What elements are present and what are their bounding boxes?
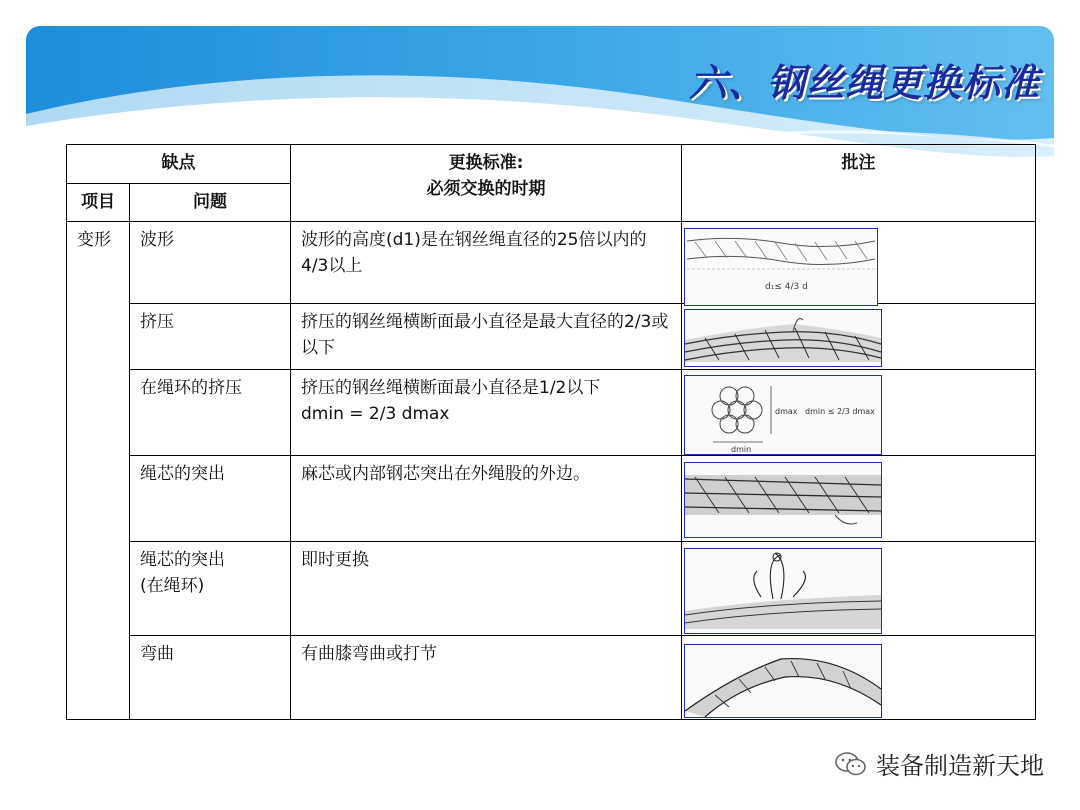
core-protrusion-photo bbox=[684, 462, 882, 538]
header-defect: 缺点 bbox=[67, 145, 291, 184]
problem-cell bbox=[130, 370, 291, 456]
problem-text: 绳芯的突出 bbox=[140, 550, 225, 570]
wechat-icon bbox=[834, 750, 868, 778]
wave-rope-diagram bbox=[684, 228, 878, 306]
dmin-formula: dmin ≤ 2/3 dmax bbox=[805, 407, 875, 416]
table-row bbox=[67, 222, 1036, 304]
problem-cell bbox=[130, 456, 291, 542]
category-cell: 变形 bbox=[67, 222, 130, 720]
table-row bbox=[67, 456, 1036, 542]
criterion-cell bbox=[291, 370, 682, 456]
loop-core-protrusion-photo bbox=[684, 548, 882, 634]
dmax-label: dmax bbox=[775, 407, 798, 416]
criterion-cell bbox=[291, 222, 682, 304]
problem-cell bbox=[130, 304, 291, 370]
watermark bbox=[834, 746, 1044, 781]
watermark-text: 装备制造新天地 bbox=[876, 752, 1044, 780]
criterion-text: 有曲膝弯曲或打节 bbox=[301, 644, 437, 664]
remark-cell bbox=[682, 456, 1036, 542]
criterion-cell bbox=[291, 304, 682, 370]
criterion-cell bbox=[291, 456, 682, 542]
criterion-cell bbox=[291, 542, 682, 636]
wave-formula: d₁≤ 4/3 d bbox=[765, 282, 808, 292]
header-standard-line2: 必须交换的时期 bbox=[426, 178, 546, 199]
table-row bbox=[67, 304, 1036, 370]
dmin-label: dmin bbox=[731, 445, 752, 454]
table-row bbox=[67, 636, 1036, 720]
criterion-text: 挤压的钢丝绳横断面最小直径是1/2以下 bbox=[301, 378, 601, 398]
remark-cell bbox=[682, 304, 1036, 370]
problem-text: 在绳环的挤压 bbox=[140, 378, 242, 398]
problem-text: 弯曲 bbox=[140, 644, 174, 664]
remark-cell bbox=[682, 370, 1036, 456]
crushed-rope-photo bbox=[684, 309, 882, 367]
slide-title: 六、钢丝绳更换标准 bbox=[688, 61, 1040, 105]
remark-cell bbox=[682, 636, 1036, 720]
problem-cell bbox=[130, 636, 291, 720]
header-problem: 问题 bbox=[130, 183, 291, 222]
criterion-text: 即时更换 bbox=[301, 550, 369, 570]
replacement-standard-table bbox=[66, 144, 1036, 720]
table-row bbox=[67, 542, 1036, 636]
dmin-dmax-diagram bbox=[684, 375, 882, 455]
problem-text: 波形 bbox=[140, 230, 174, 250]
remark-cell bbox=[682, 542, 1036, 636]
header-standard bbox=[291, 145, 682, 222]
table-row bbox=[67, 370, 1036, 456]
problem-text: 绳芯的突出 bbox=[140, 464, 225, 484]
header-item: 项目 bbox=[67, 183, 130, 222]
problem-subtext: (在绳环) bbox=[140, 575, 205, 596]
remark-cell bbox=[682, 222, 1036, 304]
criterion-cell bbox=[291, 636, 682, 720]
criterion-text: 麻芯或内部钢芯突出在外绳股的外边。 bbox=[301, 464, 590, 484]
criterion-text: 挤压的钢丝绳横断面最小直径是最大直径的2/3或以下 bbox=[301, 312, 669, 358]
problem-cell bbox=[130, 222, 291, 304]
problem-text: 挤压 bbox=[140, 312, 174, 332]
header-remark: 批注 bbox=[682, 145, 1036, 222]
header-standard-line1: 更换标准: bbox=[448, 153, 524, 173]
criterion-formula: dmin = 2/3 dmax bbox=[301, 403, 450, 424]
problem-cell bbox=[130, 542, 291, 636]
kinked-rope-photo bbox=[684, 644, 882, 718]
criterion-text: 波形的高度(d1)是在钢丝绳直径的25倍以内的4/3以上 bbox=[301, 230, 647, 276]
